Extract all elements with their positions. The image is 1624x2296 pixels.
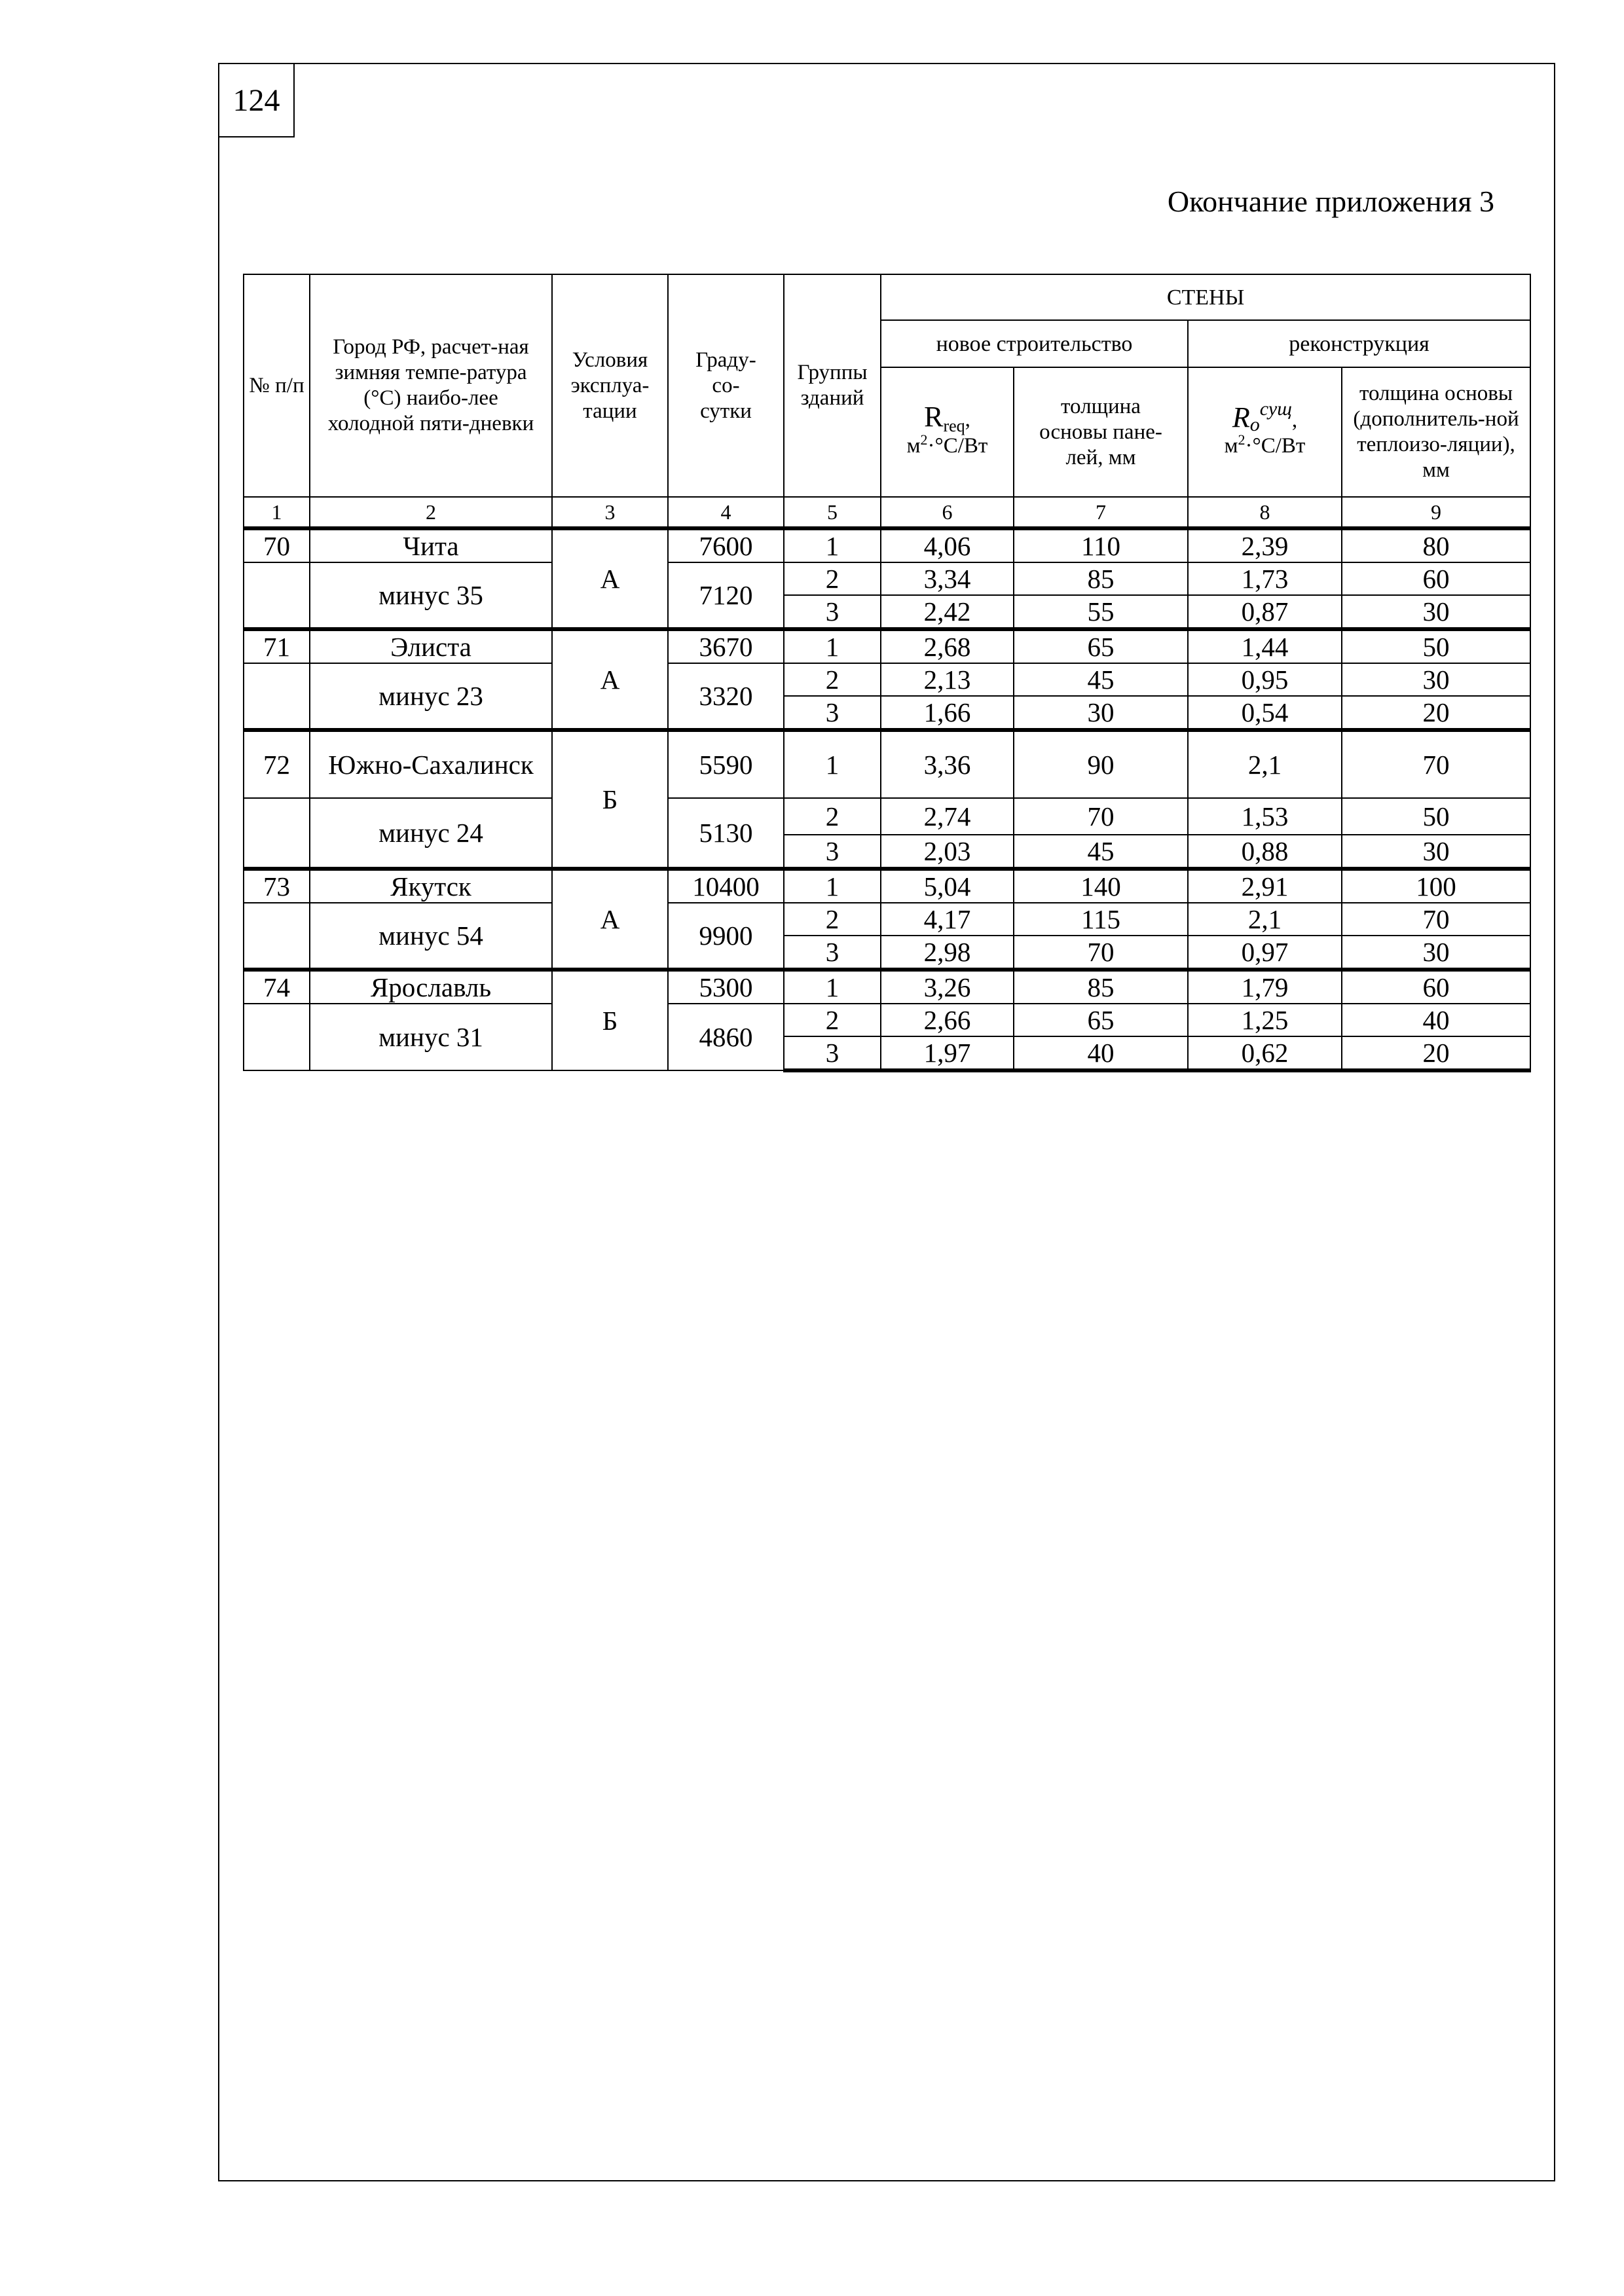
degree-days: 3670 [668, 629, 784, 663]
column-number: 5 [784, 497, 881, 528]
city-number: 74 [244, 970, 310, 1004]
header-rreq [881, 367, 1014, 497]
city-name: Чита [310, 528, 552, 562]
city-number-blank [244, 663, 310, 730]
cell-group: 1 [784, 730, 881, 798]
cell-thick-new: 40 [1014, 1036, 1188, 1070]
winter-temperature: минус 31 [310, 1004, 552, 1070]
rsush-symbol: R [1232, 401, 1250, 433]
appendix-table [243, 274, 1531, 1072]
table-row [244, 663, 1530, 696]
operating-condition: Б [552, 730, 668, 869]
column-number: 1 [244, 497, 310, 528]
rreq-symbol: R [924, 401, 944, 433]
operating-condition: А [552, 869, 668, 970]
cell-rreq: 3,36 [881, 730, 1014, 798]
cell-group: 1 [784, 528, 881, 562]
cell-rreq: 1,66 [881, 696, 1014, 730]
cell-group: 2 [784, 798, 881, 835]
cell-thick-rec: 100 [1342, 869, 1530, 903]
cell-thick-rec: 80 [1342, 528, 1530, 562]
operating-condition: А [552, 629, 668, 730]
city-number: 73 [244, 869, 310, 903]
cell-thick-rec: 30 [1342, 835, 1530, 869]
cell-rreq: 5,04 [881, 869, 1014, 903]
cell-thick-new: 140 [1014, 869, 1188, 903]
rreq-unit-exp: 2 [920, 431, 928, 448]
header-thickness-rec: толщина основы (дополнитель-ной теплоизо-ляции), мм [1342, 367, 1530, 497]
cell-rsush: 2,1 [1188, 903, 1342, 936]
cell-rreq: 4,06 [881, 528, 1014, 562]
page-number [218, 63, 295, 137]
cell-group: 1 [784, 629, 881, 663]
city-name: Ярославль [310, 970, 552, 1004]
city-name: Элиста [310, 629, 552, 663]
cell-group: 3 [784, 936, 881, 970]
cell-group: 3 [784, 835, 881, 869]
cell-thick-rec: 60 [1342, 562, 1530, 595]
rsush-unit-b: ·°С/Вт [1245, 433, 1306, 458]
degree-days: 7600 [668, 528, 784, 562]
cell-rreq: 2,68 [881, 629, 1014, 663]
cell-thick-new: 70 [1014, 798, 1188, 835]
cell-thick-new: 90 [1014, 730, 1188, 798]
city-name: Якутск [310, 869, 552, 903]
table-row [244, 562, 1530, 595]
cell-rsush: 0,87 [1188, 595, 1342, 629]
cell-thick-new: 65 [1014, 629, 1188, 663]
header-thickness-new: толщина основы пане-лей, мм [1014, 367, 1188, 497]
cell-thick-new: 70 [1014, 936, 1188, 970]
cell-rreq: 3,34 [881, 562, 1014, 595]
cell-rsush: 0,88 [1188, 835, 1342, 869]
rsush-unit-exp: 2 [1238, 431, 1246, 448]
page-number-text: 124 [232, 82, 280, 118]
cell-thick-rec: 40 [1342, 1004, 1530, 1036]
cell-rreq: 4,17 [881, 903, 1014, 936]
column-number: 3 [552, 497, 668, 528]
header-degree-days: Граду-со-сутки [668, 274, 784, 497]
cell-thick-rec: 50 [1342, 629, 1530, 663]
column-number: 8 [1188, 497, 1342, 528]
degree-days: 5590 [668, 730, 784, 798]
column-number: 6 [881, 497, 1014, 528]
cell-thick-new: 110 [1014, 528, 1188, 562]
rreq-unit-b: ·°С/Вт [927, 434, 988, 458]
degree-days: 3320 [668, 663, 784, 730]
cell-rreq: 2,42 [881, 595, 1014, 629]
cell-group: 1 [784, 869, 881, 903]
header-building-groups: Группы зданий [784, 274, 881, 497]
cell-rsush: 0,54 [1188, 696, 1342, 730]
column-number: 2 [310, 497, 552, 528]
winter-temperature: минус 35 [310, 562, 552, 629]
table-row [244, 1004, 1530, 1036]
city-number-blank [244, 903, 310, 970]
cell-group: 2 [784, 663, 881, 696]
cell-thick-rec: 30 [1342, 663, 1530, 696]
cell-thick-new: 115 [1014, 903, 1188, 936]
degree-days: 5300 [668, 970, 784, 1004]
cell-rreq: 2,74 [881, 798, 1014, 835]
cell-thick-rec: 20 [1342, 696, 1530, 730]
cell-thick-rec: 30 [1342, 595, 1530, 629]
cell-group: 3 [784, 1036, 881, 1070]
cell-rsush: 2,39 [1188, 528, 1342, 562]
cell-rsush: 0,97 [1188, 936, 1342, 970]
cell-rreq: 2,13 [881, 663, 1014, 696]
header-walls: СТЕНЫ [881, 274, 1530, 320]
cell-group: 2 [784, 903, 881, 936]
cell-rreq: 1,97 [881, 1036, 1014, 1070]
column-number: 4 [668, 497, 784, 528]
cell-rsush: 2,1 [1188, 730, 1342, 798]
cell-rsush: 0,62 [1188, 1036, 1342, 1070]
header-new-construction: новое строительство [881, 320, 1188, 367]
cell-thick-new: 45 [1014, 835, 1188, 869]
cell-rsush: 0,95 [1188, 663, 1342, 696]
rreq-unit-a: м [906, 434, 921, 458]
cell-thick-new: 55 [1014, 595, 1188, 629]
cell-rreq: 2,66 [881, 1004, 1014, 1036]
city-number-blank [244, 1004, 310, 1070]
degree-days: 9900 [668, 903, 784, 970]
cell-group: 3 [784, 595, 881, 629]
winter-temperature: минус 54 [310, 903, 552, 970]
cell-rsush: 1,25 [1188, 1004, 1342, 1036]
degree-days: 10400 [668, 869, 784, 903]
cell-rreq: 2,98 [881, 936, 1014, 970]
cell-thick-rec: 30 [1342, 936, 1530, 970]
column-number: 9 [1342, 497, 1530, 528]
winter-temperature: минус 23 [310, 663, 552, 730]
header-city: Город РФ, расчет-ная зимняя темпе-ратура (°С) наибо-лее холодной пяти-дневки [310, 274, 552, 497]
table-row [244, 903, 1530, 936]
city-number: 70 [244, 528, 310, 562]
cell-thick-rec: 20 [1342, 1036, 1530, 1070]
degree-days: 5130 [668, 798, 784, 869]
header-reconstruction: реконструкция [1188, 320, 1530, 367]
cell-group: 1 [784, 970, 881, 1004]
cell-thick-new: 30 [1014, 696, 1188, 730]
cell-thick-new: 85 [1014, 970, 1188, 1004]
cell-thick-rec: 50 [1342, 798, 1530, 835]
cell-rsush: 1,73 [1188, 562, 1342, 595]
table-row [244, 798, 1530, 835]
cell-rsush: 1,53 [1188, 798, 1342, 835]
operating-condition: Б [552, 970, 668, 1070]
column-number: 7 [1014, 497, 1188, 528]
rsush-comma: , [1291, 408, 1298, 432]
cell-thick-new: 85 [1014, 562, 1188, 595]
cell-thick-new: 45 [1014, 663, 1188, 696]
table-row [244, 730, 1530, 798]
rsush-subscript: o [1249, 413, 1260, 435]
header-no: № п/п [244, 274, 310, 497]
cell-group: 2 [784, 562, 881, 595]
rsush-superscript: сущ [1259, 397, 1292, 420]
header-conditions: Условия эксплуа-тации [552, 274, 668, 497]
city-name: Южно-Сахалинск [310, 730, 552, 798]
table-row [244, 970, 1530, 1004]
cell-rsush: 2,91 [1188, 869, 1342, 903]
degree-days: 7120 [668, 562, 784, 629]
rsush-unit-a: м [1224, 433, 1238, 458]
city-number-blank [244, 798, 310, 869]
city-number: 71 [244, 629, 310, 663]
cell-group: 2 [784, 1004, 881, 1036]
cell-rsush: 1,44 [1188, 629, 1342, 663]
cell-thick-rec: 70 [1342, 903, 1530, 936]
city-number: 72 [244, 730, 310, 798]
cell-group: 3 [784, 696, 881, 730]
cell-rreq: 2,03 [881, 835, 1014, 869]
degree-days: 4860 [668, 1004, 784, 1070]
table-row [244, 869, 1530, 903]
table-row [244, 528, 1530, 562]
cell-thick-new: 65 [1014, 1004, 1188, 1036]
table-row [244, 629, 1530, 663]
rreq-comma: , [965, 408, 970, 431]
page-title: Окончание приложения 3 [1167, 185, 1494, 218]
cell-rsush: 1,79 [1188, 970, 1342, 1004]
cell-thick-rec: 60 [1342, 970, 1530, 1004]
header-rsush [1188, 367, 1342, 497]
operating-condition: А [552, 528, 668, 629]
cell-thick-rec: 70 [1342, 730, 1530, 798]
cell-rreq: 3,26 [881, 970, 1014, 1004]
rreq-subscript: req [943, 416, 965, 435]
city-number-blank [244, 562, 310, 629]
winter-temperature: минус 24 [310, 798, 552, 869]
